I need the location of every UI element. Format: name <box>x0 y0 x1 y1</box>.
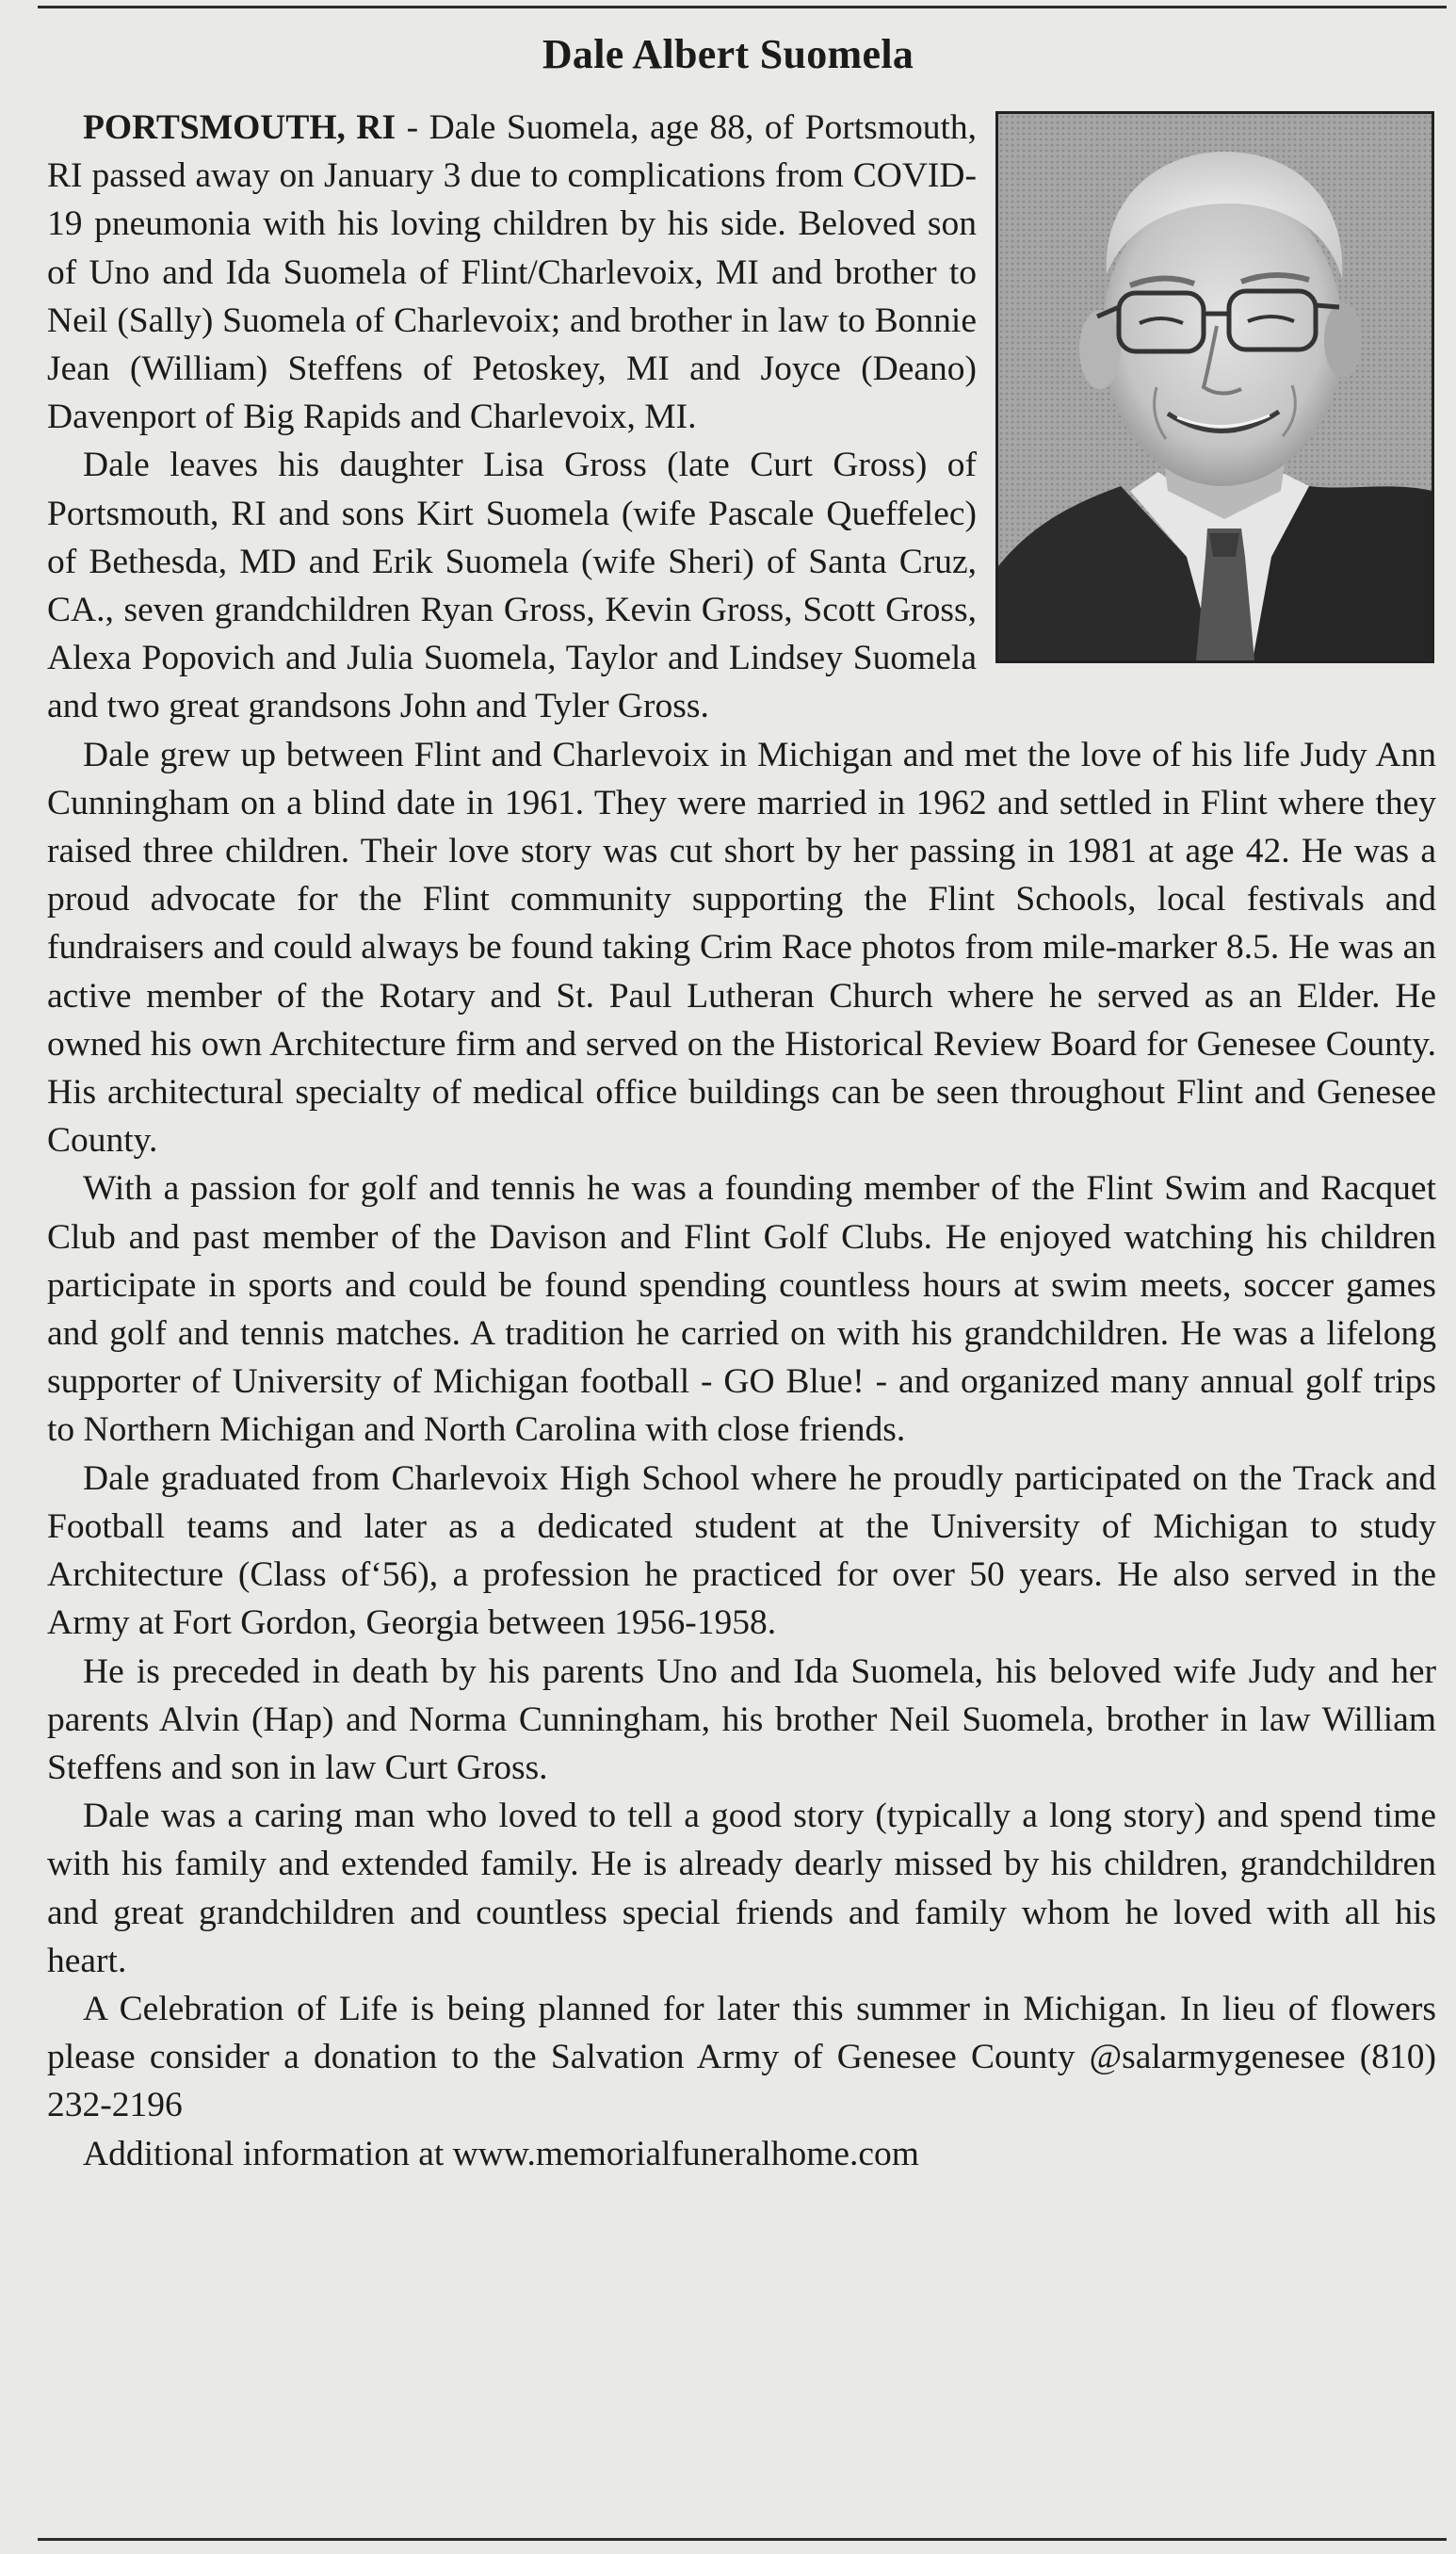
additional-info: Additional information at www.memorialfuneralhome.com <box>83 2134 919 2173</box>
paragraph-8: A Celebration of Life is being planned for later this summer in Michigan. In lieu of flowers please consider a donation to the Salvation Army of Genesee County @salarmygenesee (810) 232-2196 <box>47 1989 1436 2125</box>
paragraph-4: With a passion for golf and tennis he was a founding member of the Flint Swim and Racquet Club and past member of the Davison and Flint Golf Clubs. He enjoyed watching his children participate in sports and could be found spending countless hours at swim meets, soccer games and golf and tennis matches. A tradition he carried on with his grandchildren. He was a lifelong supporter of University of Michigan football - GO Blue! - and organized many annual golf trips to Northern Michigan and North Carolina with close friends. <box>47 1169 1436 1450</box>
obituary-body <box>47 104 1436 2178</box>
paragraph-2: Dale leaves his daughter Lisa Gross (late Curt Gross) of Portsmouth, RI and sons Kirt Suomela (wife Pascale Queffelec) of Bethesda, MD and Erik Suomela (wife Sheri) of Santa Cruz, CA., seven grandchildren Ryan Gross, Kevin Gross, Scott Gross, Alexa Popovich and Julia Suomela, Taylor and Lindsey Suomela and two great grandsons John and Tyler Gross. <box>47 446 977 726</box>
paragraph-7: Dale was a caring man who loved to tell a good story (typically a long story) and spend time with his family and extended family. He is already dearly missed by his children, grandchildren and great grandchildren and countless special friends and family whom he loved with all his heart. <box>47 1797 1436 1980</box>
obituary-title: Dale Albert Suomela <box>542 31 914 77</box>
paragraph-1-text: - Dale Suomela, age 88, of Portsmouth, RI passed away on January 3 due to complications from COVID-19 pneumonia with his loving children by his side. Beloved son of Uno and Ida Suomela of Flint/Charlevoix, MI and brother to Neil (Sally) Suomela of Charlevoix; and brother in law to Bonnie Jean (William) Steffens of Petoskey, MI and Joyce (Deano) Davenport of Big Rapids and Charlevoix, MI. <box>47 108 977 437</box>
paragraph-5: Dale graduated from Charlevoix High School where he proudly participated on the Track and Football teams and later as a dedicated student at the University of Michigan to study Architecture (Class of‘56), a profession he practiced for over 50 years. He also served in the Army at Fort Gordon, Georgia between 1956-1958. <box>47 1458 1436 1643</box>
bottom-rule <box>38 2538 1447 2541</box>
paragraph-3: Dale grew up between Flint and Charlevoix in Michigan and met the love of his life Judy Ann Cunningham on a blind date in 1961. They were married in 1962 and settled in Flint where they raised three children. Their love story was cut short by her passing in 1981 at age 42. He was a proud advocate for the Flint community supporting the Flint Schools, local festivals and fundraisers and could always be found taking Crim Race photos from mile-marker 8.5. He was an active member of the Rotary and St. Paul Lutheran Church where he served as an Elder. He owned his own Architecture firm and served on the Historical Review Board for Genesee County. His architectural specialty of medical office buildings can be seen throughout Flint and Genesee County. <box>47 735 1436 1161</box>
top-rule <box>38 6 1447 8</box>
paragraph-6: He is preceded in death by his parents Uno and Ida Suomela, his beloved wife Judy and her parents Alvin (Hap) and Norma Cunningham, his brother Neil Suomela, brother in law William Steffens and son in law Curt Gross. <box>47 1651 1436 1787</box>
photo-float-spacer <box>977 104 1436 671</box>
dateline: PORTSMOUTH, RI <box>83 108 396 147</box>
